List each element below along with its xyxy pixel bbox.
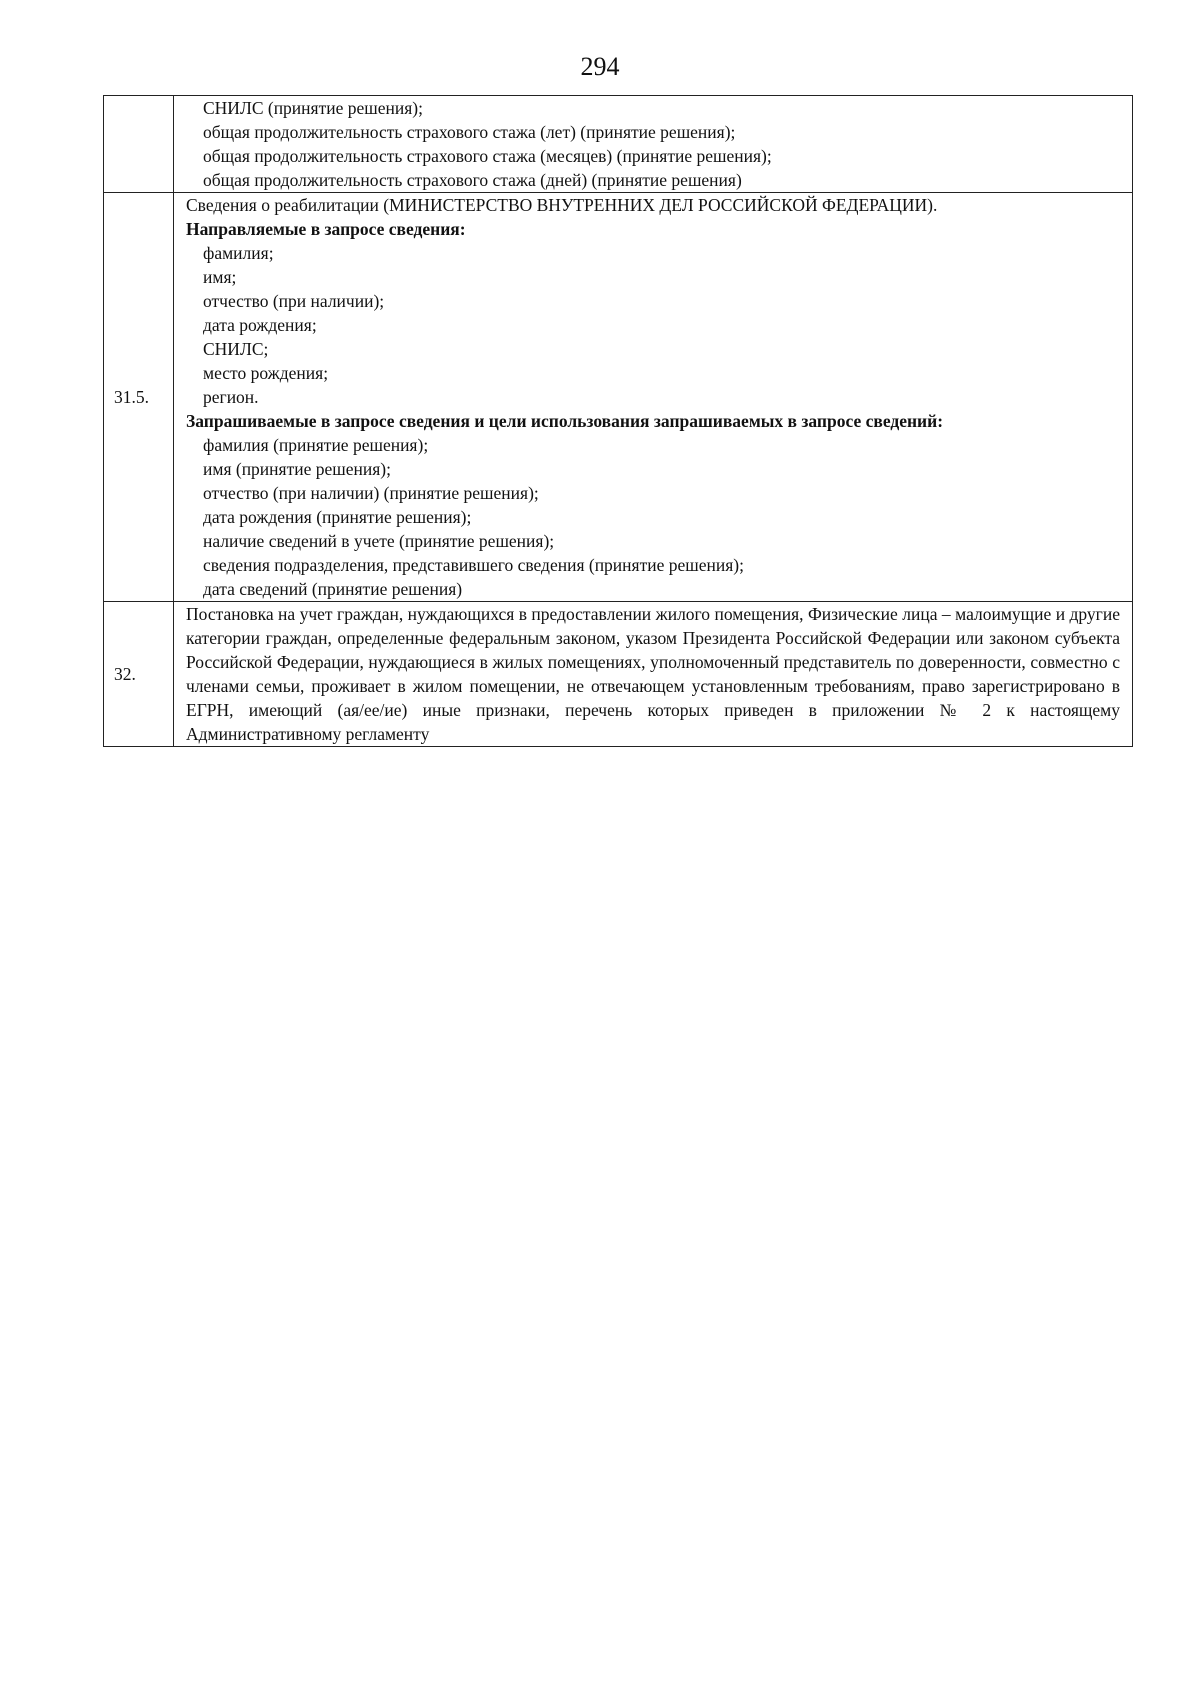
list-item: дата рождения; [203, 315, 317, 335]
list-item: имя (принятие решения); [203, 459, 391, 479]
row-number-cell [104, 96, 174, 193]
list-item: общая продолжительность страхового стажа (месяцев) (принятие решения); [203, 146, 772, 166]
list-item: фамилия (принятие решения); [203, 435, 429, 455]
section-title: Сведения о реабилитации (МИНИСТЕРСТВО ВНУТРЕННИХ ДЕЛ РОССИЙСКОЙ ФЕДЕРАЦИИ). [186, 195, 938, 215]
page-number: 294 [580, 52, 620, 81]
row-content-cell [174, 96, 1133, 193]
row-number-cell: 32. [104, 602, 174, 747]
table-row-31-5 [104, 193, 1133, 602]
list-item: общая продолжительность страхового стажа (дней) (принятие решения) [203, 170, 742, 190]
list-item: общая продолжительность страхового стажа (лет) (принятие решения); [203, 122, 736, 142]
list-item: фамилия; [203, 243, 274, 263]
list-item: СНИЛС; [203, 339, 269, 359]
list-item: наличие сведений в учете (принятие решения); [203, 531, 555, 551]
row-content-cell [174, 193, 1133, 602]
row-number-cell: 31.5. [104, 193, 174, 602]
list-item: отчество (при наличии) (принятие решения); [203, 483, 539, 503]
service-description-paragraph: Постановка на учет граждан, нуждающихся в предоставлении жилого помещения, Физические лица – малоимущие и другие категории граждан, определенные федеральным законом, указом Президента Российской Федерации или законом субъекта Российской Федерации, нуждающиеся в жилых помещениях, уполномоченный представитель по доверенности, совместно с членами семьи, проживает в жилом помещении, не отвечающем установленным требованиям, право зарегистрировано в ЕГРН, имеющий (ая/ее/ие) иные признаки, перечень которых приведен в приложении № 2 к настоящему Административному регламенту [186, 604, 1120, 744]
row-content-cell [174, 602, 1133, 747]
list-item: СНИЛС (принятие решения); [203, 98, 423, 118]
list-item: дата рождения (принятие решения); [203, 507, 472, 527]
list-item: дата сведений (принятие решения) [203, 579, 463, 599]
list-item: имя; [203, 267, 237, 287]
table-row-32 [104, 602, 1133, 747]
sent-data-heading: Направляемые в запросе сведения: [186, 219, 466, 239]
document-table [103, 95, 1133, 747]
list-item: регион. [203, 387, 259, 407]
list-item: отчество (при наличии); [203, 291, 385, 311]
list-item: сведения подразделения, представившего сведения (принятие решения); [203, 555, 744, 575]
list-item: место рождения; [203, 363, 329, 383]
table-row-continuation [104, 96, 1133, 193]
requested-data-heading: Запрашиваемые в запросе сведения и цели использования запрашиваемых в запросе сведений: [186, 411, 944, 431]
